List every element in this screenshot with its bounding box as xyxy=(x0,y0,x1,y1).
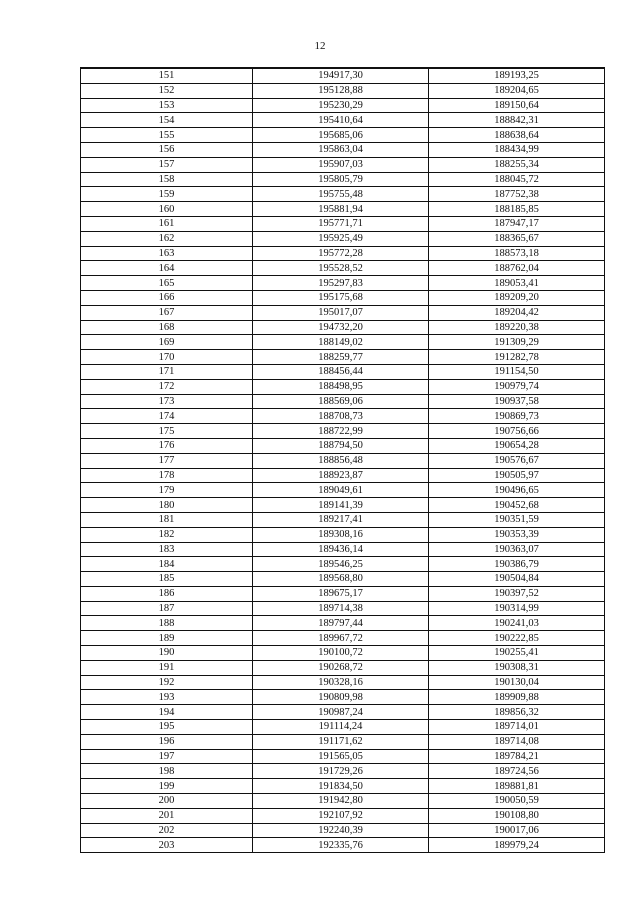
x-coordinate-cell: 195925,49 xyxy=(253,231,429,246)
x-coordinate-cell: 191171,62 xyxy=(253,734,429,749)
point-number-cell: 172 xyxy=(81,379,253,394)
x-coordinate-cell: 195805,79 xyxy=(253,172,429,187)
y-coordinate-cell: 188255,34 xyxy=(429,157,605,172)
y-coordinate-cell: 188045,72 xyxy=(429,172,605,187)
y-coordinate-cell: 189856,32 xyxy=(429,705,605,720)
y-coordinate-cell: 190496,65 xyxy=(429,483,605,498)
x-coordinate-cell: 188569,06 xyxy=(253,394,429,409)
table-row xyxy=(81,305,605,320)
y-coordinate-cell: 191309,29 xyxy=(429,335,605,350)
y-coordinate-cell: 189053,41 xyxy=(429,276,605,291)
y-coordinate-cell: 189881,81 xyxy=(429,779,605,794)
y-coordinate-cell: 190108,80 xyxy=(429,808,605,823)
table-row xyxy=(81,335,605,350)
table-row xyxy=(81,557,605,572)
point-number-cell: 153 xyxy=(81,98,253,113)
point-number-cell: 194 xyxy=(81,705,253,720)
y-coordinate-cell: 188365,67 xyxy=(429,231,605,246)
point-number-cell: 188 xyxy=(81,616,253,631)
point-number-cell: 184 xyxy=(81,557,253,572)
point-number-cell: 165 xyxy=(81,276,253,291)
table-row xyxy=(81,586,605,601)
y-coordinate-cell: 188842,31 xyxy=(429,113,605,128)
y-coordinate-cell: 190351,59 xyxy=(429,512,605,527)
point-number-cell: 154 xyxy=(81,113,253,128)
point-number-cell: 183 xyxy=(81,542,253,557)
table-row xyxy=(81,261,605,276)
point-number-cell: 186 xyxy=(81,586,253,601)
point-number-cell: 169 xyxy=(81,335,253,350)
y-coordinate-cell: 191154,50 xyxy=(429,364,605,379)
y-coordinate-cell: 190756,66 xyxy=(429,424,605,439)
y-coordinate-cell: 189784,21 xyxy=(429,749,605,764)
table-row xyxy=(81,675,605,690)
x-coordinate-cell: 189546,25 xyxy=(253,557,429,572)
point-number-cell: 164 xyxy=(81,261,253,276)
table-row xyxy=(81,660,605,675)
table-row xyxy=(81,646,605,661)
x-coordinate-cell: 189217,41 xyxy=(253,512,429,527)
y-coordinate-cell: 190255,41 xyxy=(429,646,605,661)
table-row xyxy=(81,276,605,291)
point-number-cell: 197 xyxy=(81,749,253,764)
table-row xyxy=(81,483,605,498)
table-row xyxy=(81,808,605,823)
x-coordinate-cell: 190268,72 xyxy=(253,660,429,675)
table-row xyxy=(81,453,605,468)
y-coordinate-cell: 190308,31 xyxy=(429,660,605,675)
x-coordinate-cell: 189675,17 xyxy=(253,586,429,601)
coordinates-table xyxy=(80,67,605,853)
point-number-cell: 199 xyxy=(81,779,253,794)
table-row xyxy=(81,438,605,453)
x-coordinate-cell: 195755,48 xyxy=(253,187,429,202)
y-coordinate-cell: 187752,38 xyxy=(429,187,605,202)
point-number-cell: 192 xyxy=(81,675,253,690)
y-coordinate-cell: 190937,58 xyxy=(429,394,605,409)
table-row xyxy=(81,83,605,98)
x-coordinate-cell: 195297,83 xyxy=(253,276,429,291)
y-coordinate-cell: 190353,39 xyxy=(429,527,605,542)
point-number-cell: 156 xyxy=(81,142,253,157)
x-coordinate-cell: 195128,88 xyxy=(253,83,429,98)
table-row xyxy=(81,394,605,409)
x-coordinate-cell: 189967,72 xyxy=(253,631,429,646)
point-number-cell: 185 xyxy=(81,572,253,587)
x-coordinate-cell: 188498,95 xyxy=(253,379,429,394)
x-coordinate-cell: 195863,04 xyxy=(253,142,429,157)
table-row xyxy=(81,794,605,809)
y-coordinate-cell: 190314,99 xyxy=(429,601,605,616)
x-coordinate-cell: 190100,72 xyxy=(253,646,429,661)
table-row xyxy=(81,734,605,749)
table-row xyxy=(81,498,605,513)
table-row xyxy=(81,157,605,172)
y-coordinate-cell: 189714,01 xyxy=(429,720,605,735)
y-coordinate-cell: 188573,18 xyxy=(429,246,605,261)
point-number-cell: 203 xyxy=(81,838,253,853)
y-coordinate-cell: 189193,25 xyxy=(429,68,605,83)
x-coordinate-cell: 188259,77 xyxy=(253,350,429,365)
point-number-cell: 200 xyxy=(81,794,253,809)
table-row xyxy=(81,512,605,527)
table-row xyxy=(81,705,605,720)
table-row xyxy=(81,113,605,128)
table-row xyxy=(81,527,605,542)
table-row xyxy=(81,142,605,157)
x-coordinate-cell: 191729,26 xyxy=(253,764,429,779)
table-row xyxy=(81,364,605,379)
y-coordinate-cell: 190576,67 xyxy=(429,453,605,468)
table-row xyxy=(81,231,605,246)
y-coordinate-cell: 188638,64 xyxy=(429,128,605,143)
x-coordinate-cell: 191565,05 xyxy=(253,749,429,764)
table-row xyxy=(81,409,605,424)
y-coordinate-cell: 190017,06 xyxy=(429,823,605,838)
x-coordinate-cell: 195771,71 xyxy=(253,216,429,231)
x-coordinate-cell: 188456,44 xyxy=(253,364,429,379)
x-coordinate-cell: 195685,06 xyxy=(253,128,429,143)
x-coordinate-cell: 188794,50 xyxy=(253,438,429,453)
coordinates-table-body xyxy=(81,68,605,853)
x-coordinate-cell: 195528,52 xyxy=(253,261,429,276)
x-coordinate-cell: 192240,39 xyxy=(253,823,429,838)
y-coordinate-cell: 188434,99 xyxy=(429,142,605,157)
table-row xyxy=(81,764,605,779)
x-coordinate-cell: 189714,38 xyxy=(253,601,429,616)
y-coordinate-cell: 190050,59 xyxy=(429,794,605,809)
x-coordinate-cell: 189049,61 xyxy=(253,483,429,498)
x-coordinate-cell: 189436,14 xyxy=(253,542,429,557)
y-coordinate-cell: 189724,56 xyxy=(429,764,605,779)
point-number-cell: 191 xyxy=(81,660,253,675)
y-coordinate-cell: 190452,68 xyxy=(429,498,605,513)
x-coordinate-cell: 190809,98 xyxy=(253,690,429,705)
table-row xyxy=(81,187,605,202)
x-coordinate-cell: 195410,64 xyxy=(253,113,429,128)
x-coordinate-cell: 188708,73 xyxy=(253,409,429,424)
x-coordinate-cell: 191942,80 xyxy=(253,794,429,809)
table-row xyxy=(81,631,605,646)
x-coordinate-cell: 194917,30 xyxy=(253,68,429,83)
table-row xyxy=(81,616,605,631)
point-number-cell: 182 xyxy=(81,527,253,542)
x-coordinate-cell: 192107,92 xyxy=(253,808,429,823)
point-number-cell: 168 xyxy=(81,320,253,335)
table-row xyxy=(81,838,605,853)
point-number-cell: 157 xyxy=(81,157,253,172)
table-row xyxy=(81,320,605,335)
table-row xyxy=(81,690,605,705)
x-coordinate-cell: 190987,24 xyxy=(253,705,429,720)
x-coordinate-cell: 195772,28 xyxy=(253,246,429,261)
x-coordinate-cell: 188856,48 xyxy=(253,453,429,468)
y-coordinate-cell: 190241,03 xyxy=(429,616,605,631)
x-coordinate-cell: 189308,16 xyxy=(253,527,429,542)
point-number-cell: 151 xyxy=(81,68,253,83)
point-number-cell: 193 xyxy=(81,690,253,705)
y-coordinate-cell: 190222,85 xyxy=(429,631,605,646)
x-coordinate-cell: 191834,50 xyxy=(253,779,429,794)
point-number-cell: 174 xyxy=(81,409,253,424)
table-row xyxy=(81,542,605,557)
table-row xyxy=(81,720,605,735)
x-coordinate-cell: 188923,87 xyxy=(253,468,429,483)
y-coordinate-cell: 189204,42 xyxy=(429,305,605,320)
y-coordinate-cell: 190386,79 xyxy=(429,557,605,572)
y-coordinate-cell: 189714,08 xyxy=(429,734,605,749)
point-number-cell: 158 xyxy=(81,172,253,187)
table-row xyxy=(81,246,605,261)
point-number-cell: 179 xyxy=(81,483,253,498)
point-number-cell: 160 xyxy=(81,202,253,217)
y-coordinate-cell: 188185,85 xyxy=(429,202,605,217)
table-row xyxy=(81,779,605,794)
table-row xyxy=(81,468,605,483)
point-number-cell: 155 xyxy=(81,128,253,143)
point-number-cell: 170 xyxy=(81,350,253,365)
point-number-cell: 181 xyxy=(81,512,253,527)
y-coordinate-cell: 190504,84 xyxy=(429,572,605,587)
y-coordinate-cell: 191282,78 xyxy=(429,350,605,365)
y-coordinate-cell: 189909,88 xyxy=(429,690,605,705)
y-coordinate-cell: 189979,24 xyxy=(429,838,605,853)
table-row xyxy=(81,172,605,187)
point-number-cell: 167 xyxy=(81,305,253,320)
x-coordinate-cell: 188149,02 xyxy=(253,335,429,350)
x-coordinate-cell: 195175,68 xyxy=(253,290,429,305)
point-number-cell: 161 xyxy=(81,216,253,231)
point-number-cell: 166 xyxy=(81,290,253,305)
point-number-cell: 178 xyxy=(81,468,253,483)
point-number-cell: 196 xyxy=(81,734,253,749)
y-coordinate-cell: 189204,65 xyxy=(429,83,605,98)
table-row xyxy=(81,68,605,83)
table-row xyxy=(81,98,605,113)
x-coordinate-cell: 194732,20 xyxy=(253,320,429,335)
table-row xyxy=(81,572,605,587)
y-coordinate-cell: 190130,04 xyxy=(429,675,605,690)
point-number-cell: 190 xyxy=(81,646,253,661)
table-row xyxy=(81,216,605,231)
table-row xyxy=(81,601,605,616)
point-number-cell: 202 xyxy=(81,823,253,838)
point-number-cell: 187 xyxy=(81,601,253,616)
y-coordinate-cell: 187947,17 xyxy=(429,216,605,231)
y-coordinate-cell: 190979,74 xyxy=(429,379,605,394)
y-coordinate-cell: 190397,52 xyxy=(429,586,605,601)
y-coordinate-cell: 189150,64 xyxy=(429,98,605,113)
point-number-cell: 195 xyxy=(81,720,253,735)
point-number-cell: 176 xyxy=(81,438,253,453)
point-number-cell: 201 xyxy=(81,808,253,823)
table-row xyxy=(81,379,605,394)
y-coordinate-cell: 189220,38 xyxy=(429,320,605,335)
table-row xyxy=(81,290,605,305)
table-row xyxy=(81,823,605,838)
point-number-cell: 159 xyxy=(81,187,253,202)
point-number-cell: 171 xyxy=(81,364,253,379)
x-coordinate-cell: 195230,29 xyxy=(253,98,429,113)
x-coordinate-cell: 195907,03 xyxy=(253,157,429,172)
point-number-cell: 180 xyxy=(81,498,253,513)
x-coordinate-cell: 192335,76 xyxy=(253,838,429,853)
point-number-cell: 163 xyxy=(81,246,253,261)
x-coordinate-cell: 188722,99 xyxy=(253,424,429,439)
x-coordinate-cell: 195017,07 xyxy=(253,305,429,320)
point-number-cell: 162 xyxy=(81,231,253,246)
y-coordinate-cell: 189209,20 xyxy=(429,290,605,305)
point-number-cell: 173 xyxy=(81,394,253,409)
x-coordinate-cell: 195881,94 xyxy=(253,202,429,217)
x-coordinate-cell: 191114,24 xyxy=(253,720,429,735)
table-row xyxy=(81,202,605,217)
y-coordinate-cell: 190505,97 xyxy=(429,468,605,483)
point-number-cell: 189 xyxy=(81,631,253,646)
table-row xyxy=(81,749,605,764)
x-coordinate-cell: 189141,39 xyxy=(253,498,429,513)
point-number-cell: 177 xyxy=(81,453,253,468)
y-coordinate-cell: 188762,04 xyxy=(429,261,605,276)
point-number-cell: 175 xyxy=(81,424,253,439)
point-number-cell: 198 xyxy=(81,764,253,779)
y-coordinate-cell: 190654,28 xyxy=(429,438,605,453)
point-number-cell: 152 xyxy=(81,83,253,98)
x-coordinate-cell: 190328,16 xyxy=(253,675,429,690)
page-number: 12 xyxy=(314,40,326,52)
x-coordinate-cell: 189797,44 xyxy=(253,616,429,631)
table-row xyxy=(81,128,605,143)
table-row xyxy=(81,350,605,365)
y-coordinate-cell: 190869,73 xyxy=(429,409,605,424)
x-coordinate-cell: 189568,80 xyxy=(253,572,429,587)
table-row xyxy=(81,424,605,439)
y-coordinate-cell: 190363,07 xyxy=(429,542,605,557)
